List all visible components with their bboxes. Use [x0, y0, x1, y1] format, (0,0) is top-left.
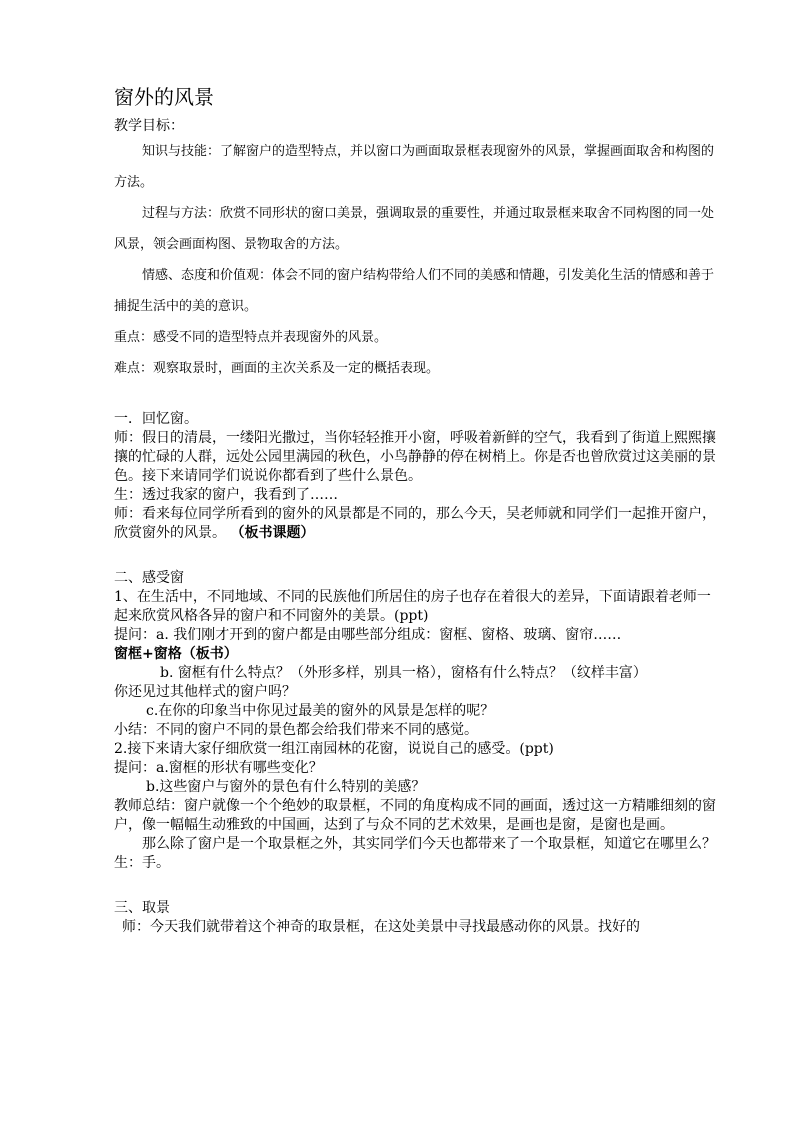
board-note: （板书课题）	[230, 525, 315, 541]
summary: 小结：不同的窗户不同的景色都会给我们带来不同的感觉。	[114, 722, 478, 738]
student-paragraph: 生：透过我家的窗户，我看到了……	[114, 487, 338, 503]
section-recall	[114, 410, 724, 543]
teacher-paragraph: 师：今天我们就带着这个神奇的取景框，在这处美景中寻找最感动你的风景。找好的	[122, 919, 640, 935]
student-paragraph: 生：手。	[114, 855, 170, 871]
teacher-paragraph	[114, 505, 724, 543]
goal-process: 过程与方法：欣赏不同形状的窗口美景，强调取景的重要性，并通过取景框来取舍不同构图的同一处风景，领会画面构图、景物取舍的方法。	[114, 206, 715, 252]
question: 你还见过其他样式的窗户吗？	[114, 684, 296, 700]
question: b. 窗框有什么特点？（外形多样，别具一格），窗格有什么特点？（纹样丰富）	[160, 665, 647, 681]
section-framing	[114, 899, 724, 937]
board-note-line	[114, 645, 724, 664]
board-note: 窗框+窗格（板书）	[114, 646, 238, 662]
section-heading: 一．回忆窗。	[114, 411, 198, 427]
document-title: 窗外的风景	[114, 85, 214, 109]
section-heading: 三、取景	[114, 900, 170, 916]
goal-knowledge: 知识与技能：了解窗户的造型特点，并以窗口为画面取景框表现窗外的风景，掌握画面取舍和构图的方法。	[114, 144, 715, 190]
question: 提问：a.窗框的形状有哪些变化？	[114, 760, 323, 776]
section-feel	[114, 569, 724, 873]
paragraph-text: 师：看来每位同学所看到的窗外的风景都是不同的，那么今天，吴老师就和同学们一起推开窗户，欣赏窗外的风景。	[114, 506, 716, 541]
difficulty-point: 难点：观察取景时，画面的主次关系及一定的概括表现。	[114, 361, 440, 376]
section-heading: 二、感受窗	[114, 570, 184, 586]
teacher-summary: 教师总结：窗户就像一个个绝妙的取景框，不同的角度构成不同的画面，透过这一方精雕细刻的窗户，像一幅幅生动雅致的中国画，达到了与众不同的艺术效果，是画也是窗，是窗也是画。	[114, 798, 716, 833]
question: c.在你的印象当中你见过最美的窗外的风景是怎样的呢？	[146, 703, 495, 719]
paragraph: 2.接下来请大家仔细欣赏一组江南园林的花窗，说说自己的感受。(ppt)	[114, 741, 554, 757]
paragraph: 1、在生活中，不同地域、不同的民族他们所居住的房子也存在着很大的差异，下面请跟着老师一起来欣赏风格各异的窗户和不同窗外的美景。(ppt)	[114, 589, 711, 624]
key-point: 重点：感受不同的造型特点并表现窗外的风景。	[114, 330, 388, 345]
goals-header: 教学目标：	[114, 118, 184, 134]
paragraph: 那么除了窗户是一个取景框之外，其实同学们今天也都带来了一个取景框，知道它在哪里么？	[142, 836, 716, 852]
question: b.这些窗户与窗外的景色有什么特别的美感？	[146, 779, 426, 795]
goal-attitude: 情感、态度和价值观：体会不同的窗户结构带给人们不同的美感和情趣，引发美化生活的情感和善于捕捉生活中的美的意识。	[114, 268, 715, 314]
teacher-paragraph: 师：假日的清晨，一缕阳光撒过，当你轻轻推开小窗，呼吸着新鲜的空气，我看到了街道上熙熙攘攘的忙碌的人群，远处公园里满园的秋色，小鸟静静的停在树梢上。你是否也曾欣赏过这美丽的景色。接下来请同学们说说你都看到了些什么景色。	[114, 430, 716, 484]
document-page	[114, 84, 724, 937]
question: 提问：a. 我们刚才开到的窗户都是由哪些部分组成：窗框、窗格、玻璃、窗帘……	[114, 627, 622, 643]
